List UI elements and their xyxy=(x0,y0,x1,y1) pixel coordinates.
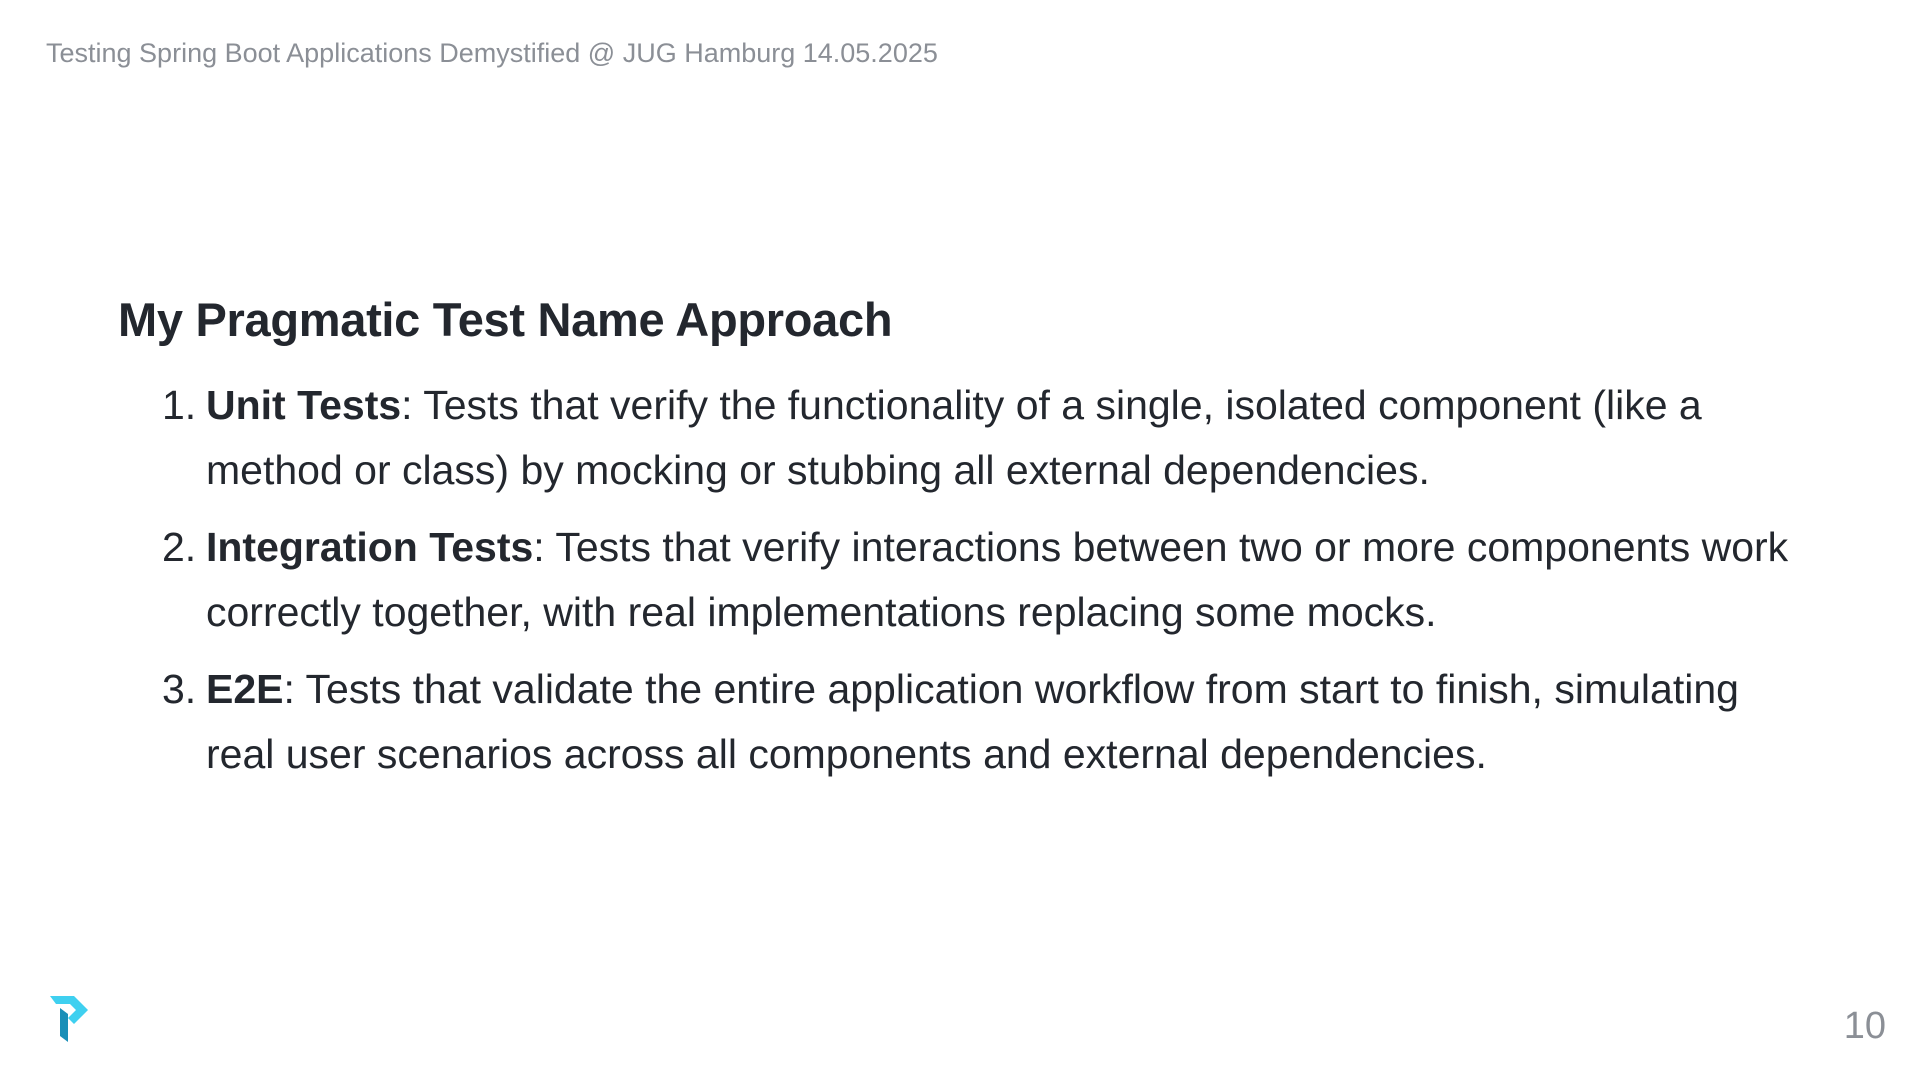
brand-logo-icon xyxy=(50,994,90,1044)
list-item-term: E2E xyxy=(206,666,284,712)
list-item-term: Unit Tests xyxy=(206,382,402,428)
list-item-term: Integration Tests xyxy=(206,524,534,570)
list-item-description: : Tests that verify interactions between two or more components work correctly together, with real implementations replacing some mocks. xyxy=(206,524,1789,635)
list-item-number: 3. xyxy=(162,666,197,712)
list-item-description: : Tests that validate the entire application workflow from start to finish, simulating real user scenarios across all components and external dependencies. xyxy=(206,666,1739,777)
slide-content xyxy=(118,292,1818,799)
slide-header: Testing Spring Boot Applications Demystified @ JUG Hamburg 14.05.2025 xyxy=(46,38,938,68)
list-item xyxy=(118,657,1818,787)
page-number: 10 xyxy=(1843,1005,1886,1047)
list-item-description: : Tests that verify the functionality of a single, isolated component (like a method or class) by mocking or stubbing all external dependencies. xyxy=(206,382,1702,493)
slide-title: My Pragmatic Test Name Approach xyxy=(118,293,893,346)
list-item xyxy=(118,515,1818,645)
list-item xyxy=(118,373,1818,503)
list-item-number: 1. xyxy=(162,382,197,428)
list-item-number: 2. xyxy=(162,524,197,570)
test-types-list xyxy=(118,373,1818,787)
